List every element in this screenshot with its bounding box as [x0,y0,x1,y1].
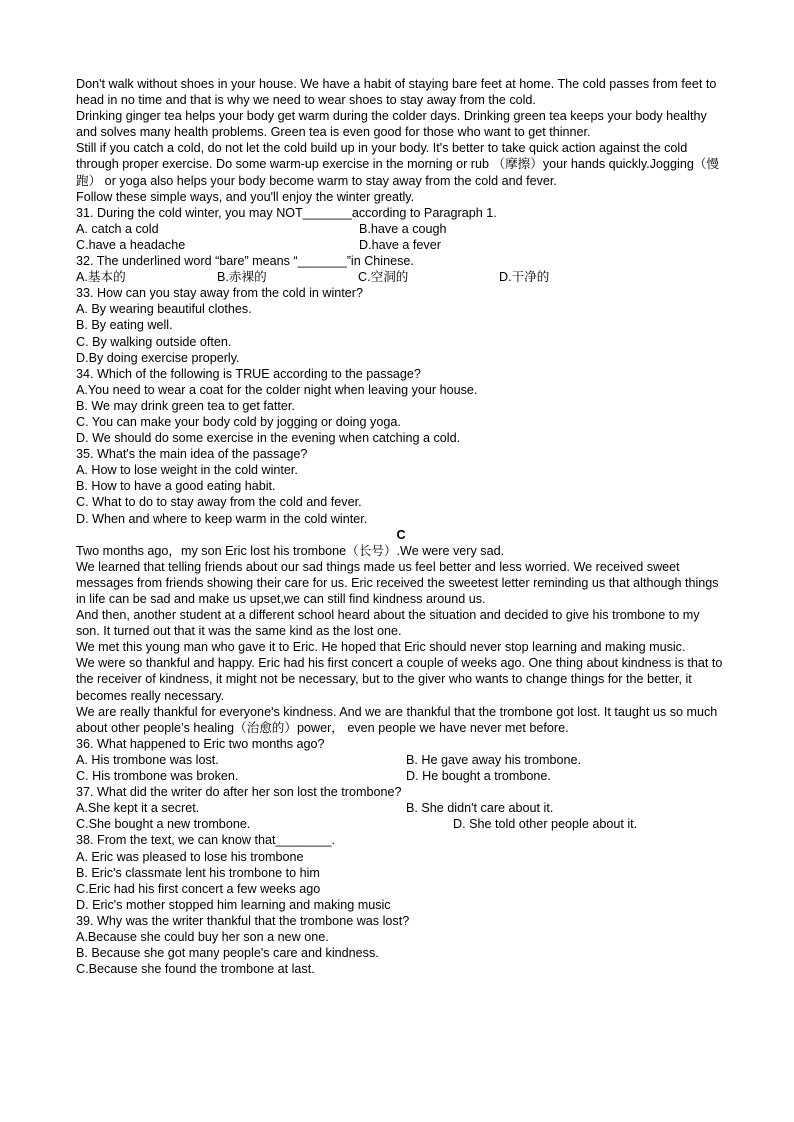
question-37-stem: 37. What did the writer do after her son lost the trombone? [76,785,402,800]
question-31-options-row-2 [76,237,726,253]
question-33-stem: 33. How can you stay away from the cold in winter? [76,286,363,301]
passage-paragraph: And then, another student at a different school heard about the situation and decided to give his trombone to my son. It turned out that it was the same kind as the lost one. [76,608,700,639]
question-31-stem: 31. During the cold winter, you may NOT_______according to Paragraph 1. [76,205,497,220]
passage-paragraph: Two months ago，my son Eric lost his trombone（长号）.We were very sad. [76,543,505,558]
passage-paragraph: We are really thankful for everyone's kindness. And we are thankful that the trombone got lost. It taught us so much about other people’s healing（治愈的）power， even people we have never met before. [76,704,718,735]
option-d: D. He bought a trombone. [406,769,551,784]
question-35-stem: 35. What's the main idea of the passage? [76,447,308,462]
option-d: D. When and where to keep warm in the cold winter. [76,511,368,526]
option-b: B.赤裸的 [217,270,267,285]
passage-paragraph: Don't walk without shoes in your house. We have a habit of staying bare feet at home. The cold passes from feet to head in no time and that is why we need to wear shoes to stay away from the cold. [76,77,717,108]
question-31-options-row-1 [76,221,726,237]
section-heading: C [396,527,406,542]
option-c: C.Because she found the trombone at last. [76,962,315,977]
option-d: D. Eric's mother stopped him learning and making music [76,897,391,912]
option-b: B. We may drink green tea to get fatter. [76,398,295,413]
option-c: C. By walking outside often. [76,334,232,349]
option-b: B. She didn't care about it. [406,801,554,816]
option-b: B. By eating well. [76,318,173,333]
question-36-options-row-1 [76,752,726,768]
question-34-stem: 34. Which of the following is TRUE according to the passage? [76,366,421,381]
option-a: A.Because she could buy her son a new one. [76,929,329,944]
question-37-options-row-1 [76,800,726,816]
passage-paragraph: Still if you catch a cold, do not let the cold build up in your body. It's better to take quick action against the cold through proper exercise. Do some warm-up exercise in the morning or rub （摩擦）your hands quickly.Jogging（慢跑） or yoga also helps your body become warm to stay away from the cold and fever. [76,141,720,188]
passage-paragraph: Follow these simple ways, and you'll enjoy the winter greatly. [76,189,415,204]
question-39-stem: 39. Why was the writer thankful that the trombone was lost? [76,913,410,928]
option-a: A. His trombone was lost. [76,752,219,767]
option-a: A. Eric was pleased to lose his trombone [76,849,304,864]
option-c: C.have a headache [76,237,186,252]
passage-paragraph: We were so thankful and happy. Eric had his first concert a couple of weeks ago. One thing about kindness is that to the receiver of kindness, it might not be necessary, but to the giver who wants to change things for the better, it becomes really necessary. [76,656,723,703]
option-b: B. Because she got many people's care and kindness. [76,946,379,961]
option-a: A. By wearing beautiful clothes. [76,302,252,317]
option-c: C. You can make your body cold by jogging or doing yoga. [76,414,401,429]
option-b: B. Eric's classmate lent his trombone to him [76,865,320,880]
question-36-stem: 36. What happened to Eric two months ago? [76,736,325,751]
question-38-stem: 38. From the text, we can know that________. [76,833,336,848]
option-d: D. She told other people about it. [453,817,638,832]
option-a: A. How to lose weight in the cold winter. [76,463,298,478]
option-c: C.Eric had his first concert a few weeks ago [76,881,321,896]
option-b: B. How to have a good eating habit. [76,479,276,494]
option-c: C. What to do to stay away from the cold and fever. [76,495,362,510]
option-d: D.have a fever [359,237,441,252]
option-c: C. His trombone was broken. [76,769,239,784]
option-b: B. He gave away his trombone. [406,752,582,767]
option-a: A.She kept it a secret. [76,801,200,816]
option-b: B.have a cough [359,221,447,236]
option-d: D.By doing exercise properly. [76,350,240,365]
question-32-stem: 32. The underlined word “bare” means “_______”in Chinese. [76,254,414,269]
question-37-options-row-2 [76,816,726,832]
document-page [76,76,726,977]
option-a: A.You need to wear a coat for the colder night when leaving your house. [76,382,478,397]
option-a: A.基本的 [76,270,126,285]
passage-paragraph: We met this young man who gave it to Eric. He hoped that Eric should never stop learning and making music. [76,640,686,655]
question-32-options [76,269,726,285]
passage-paragraph: Drinking ginger tea helps your body get warm during the colder days. Drinking green tea keeps your body healthy and solves many health problems. Green tea is even good for those who want to get thinner. [76,109,707,140]
option-d: D. We should do some exercise in the evening when catching a cold. [76,431,461,446]
option-c: C.空洞的 [358,270,409,285]
option-c: C.She bought a new trombone. [76,817,251,832]
option-d: D.干净的 [499,270,550,285]
option-a: A. catch a cold [76,221,159,236]
question-36-options-row-2 [76,768,726,784]
passage-paragraph: We learned that telling friends about our sad things made us feel better and less worried. We received sweet messages from friends showing their care for us. Eric received the sweetest letter reminding us that although things in life can be sad and make us upset,we can still find kindness around us. [76,559,719,606]
